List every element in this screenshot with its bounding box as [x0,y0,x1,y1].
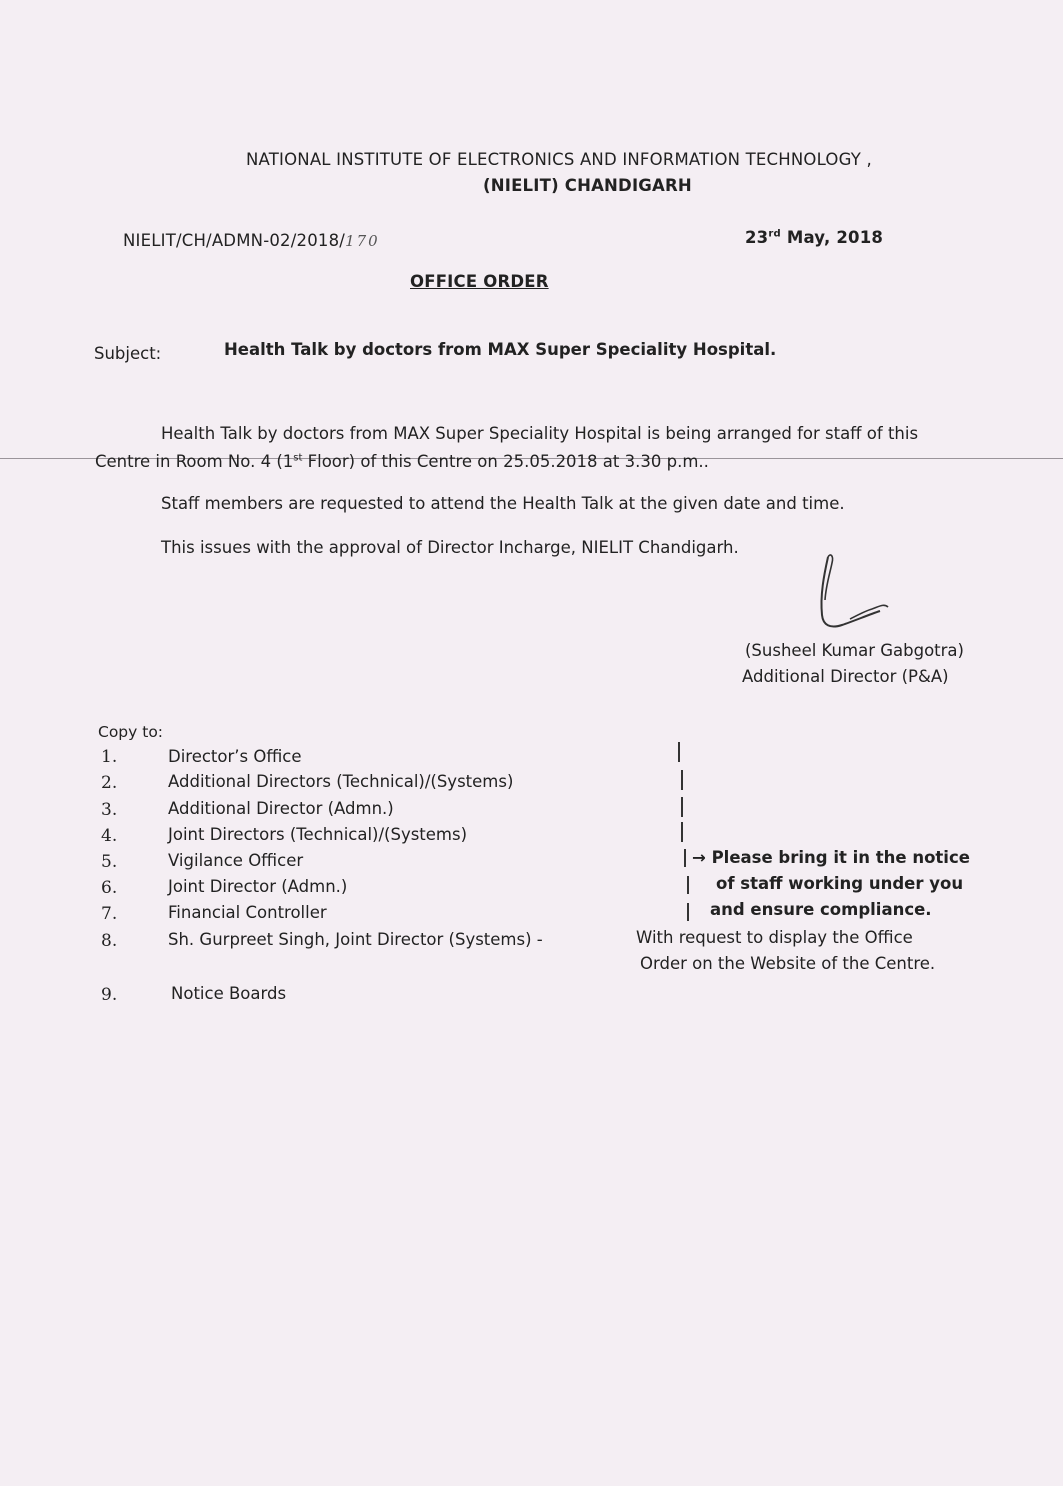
body-paragraph-1-line-2-sup: st [293,452,303,464]
body-paragraph-1-line-2-a: Centre in Room No. 4 (1 [95,452,294,471]
institute-name: NATIONAL INSTITUTE OF ELECTRONICS AND INFORMATION TECHNOLOGY , [246,150,872,169]
list-item [101,773,117,793]
copy-to-label: Copy to: [98,723,164,741]
reference-number-handwritten: 170 [345,232,380,250]
bracket-bar [684,849,686,867]
list-item-number: 3. [101,800,118,820]
bracket-bar [678,742,680,762]
subject-label: Subject: [94,344,162,363]
list-item [101,878,117,898]
bracket-bar [687,876,689,894]
list-item-text: Additional Directors (Technical)/(Systems) [168,772,514,791]
list-item [101,985,117,1005]
signatory-designation: Additional Director (P&A) [742,667,949,686]
list-item [101,826,117,846]
list-item-text: Sh. Gurpreet Singh, Joint Director (Systems) - [168,930,543,949]
list-item-number: 8. [101,931,118,951]
page-title: OFFICE ORDER [410,272,549,291]
body-paragraph-2: Staff members are requested to attend the Health Talk at the given date and time. [161,494,845,513]
list-item [101,904,117,924]
list-item-number: 5. [101,852,118,872]
order-date-day: 23 [745,228,769,247]
order-date-rest: May, 2018 [786,228,884,247]
list-item [101,931,117,951]
arrow-right-icon: → [692,848,706,867]
reference-number-printed: NIELIT/CH/ADMN-02/2018/ [123,231,346,250]
list-item-number: 2. [101,773,118,793]
list-item-text: Joint Directors (Technical)/(Systems) [168,825,468,844]
bracket-bar [681,822,683,842]
bracket-bar [687,903,689,921]
body-paragraph-1-line-1: Health Talk by doctors from MAX Super Speciality Hospital is being arranged for staff of this [161,424,919,443]
list-item [101,747,117,767]
order-date-suffix: rd [768,228,781,240]
list-item-text: Vigilance Officer [168,851,304,870]
list-item-text: Additional Director (Admn.) [168,799,394,818]
list-item-number: 1. [101,747,118,767]
list-item-text: Notice Boards [171,984,287,1003]
list-item-number: 4. [101,826,118,846]
bracket-bar [681,770,683,790]
list-item-text: Joint Director (Admn.) [168,877,348,896]
list-item [101,852,117,872]
bracket-bar [681,797,683,817]
list-item-number: 7. [101,904,118,924]
signatory-name: (Susheel Kumar Gabgotra) [745,641,964,660]
body-paragraph-3: This issues with the approval of Director Incharge, NIELIT Chandigarh. [161,538,739,557]
compliance-note-line-1 [692,848,970,867]
list-item-text: Financial Controller [168,903,327,922]
subject-text: Health Talk by doctors from MAX Super Speciality Hospital. [224,340,777,359]
website-note-line-1: With request to display the Office [636,928,913,947]
list-item-text: Director’s Office [168,747,302,766]
compliance-note-line-3: and ensure compliance. [710,900,932,919]
reference-number [123,231,380,250]
order-date [745,228,883,247]
compliance-note-line-2: of staff working under you [716,874,964,893]
body-paragraph-1-line-2-b: Floor) of this Centre on 25.05.2018 at 3.30 p.m.. [302,452,709,471]
body-paragraph-1-line-2 [95,452,709,471]
list-item-number: 6. [101,878,118,898]
compliance-note-line-1-text: Please bring it in the notice [711,848,970,867]
list-item-number: 9. [101,985,118,1005]
institute-city: (NIELIT) CHANDIGARH [483,176,692,195]
signature-icon [810,545,900,635]
list-item [101,800,117,820]
website-note-line-2: Order on the Website of the Centre. [640,954,936,973]
